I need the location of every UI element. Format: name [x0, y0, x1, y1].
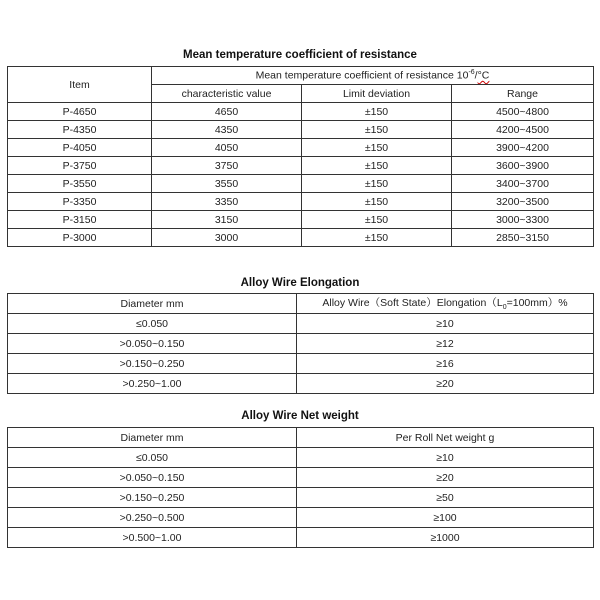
resistance-table [7, 66, 594, 247]
limit-deviation-cell: ±150 [302, 139, 452, 157]
characteristic-value-cell: 4050 [152, 139, 302, 157]
range-cell: 3000~3300 [452, 211, 594, 229]
net-weight-cell: ≥10 [297, 448, 594, 468]
characteristic-value-cell: 3150 [152, 211, 302, 229]
diameter-cell: >0.250~1.00 [8, 374, 297, 394]
item-cell: P-4050 [8, 139, 152, 157]
header-characteristic-value: characteristic value [152, 85, 302, 103]
header-limit-deviation: Limit deviation [302, 85, 452, 103]
range-cell: 3600~3900 [452, 157, 594, 175]
table-row [8, 121, 594, 139]
diameter-cell: ≤0.050 [8, 448, 297, 468]
characteristic-value-cell: 3350 [152, 193, 302, 211]
net-weight-cell: ≥20 [297, 468, 594, 488]
limit-deviation-cell: ±150 [302, 229, 452, 247]
elongation-table [7, 293, 594, 394]
table-row [8, 229, 594, 247]
table-row [8, 374, 594, 394]
range-cell: 3400~3700 [452, 175, 594, 193]
net-weight-table-title: Alloy Wire Net weight [241, 410, 359, 422]
header-coefficient: Mean temperature coefficient of resistance $10^{-6}/^\circ C$ [152, 67, 594, 85]
diameter-cell: ≤0.050 [8, 314, 297, 334]
limit-deviation-cell: ±150 [302, 157, 452, 175]
header-net-weight: Per Roll Net weight g [297, 428, 594, 448]
header-elongation: Alloy Wire（Soft $State)Elongation(L_0=100mm)\%$ [297, 294, 594, 314]
item-cell: P-4650 [8, 103, 152, 121]
net-weight-cell: ≥100 [297, 508, 594, 528]
elongation-cell: ≥10 [297, 314, 594, 334]
table-row [8, 211, 594, 229]
table-row [8, 488, 594, 508]
table-row [8, 103, 594, 121]
net-weight-cell: ≥1000 [297, 528, 594, 548]
characteristic-value-cell: 4350 [152, 121, 302, 139]
elongation-cell: ≥12 [297, 334, 594, 354]
header-range: Range [452, 85, 594, 103]
net-weight-table [7, 427, 594, 548]
table-row [8, 528, 594, 548]
table-row [8, 157, 594, 175]
diameter-cell: >0.050~0.150 [8, 468, 297, 488]
diameter-cell: >0.150~0.250 [8, 354, 297, 374]
limit-deviation-cell: ±150 [302, 175, 452, 193]
range-cell: 2850~3150 [452, 229, 594, 247]
diameter-cell: >0.500~1.00 [8, 528, 297, 548]
table-row [8, 193, 594, 211]
range-cell: 4500~4800 [452, 103, 594, 121]
table-row [8, 314, 594, 334]
elongation-cell: ≥20 [297, 374, 594, 394]
header-diameter: Diameter mm [8, 294, 297, 314]
range-cell: 3200~3500 [452, 193, 594, 211]
range-cell: 4200~4500 [452, 121, 594, 139]
limit-deviation-cell: ±150 [302, 193, 452, 211]
limit-deviation-cell: ±150 [302, 121, 452, 139]
table-row [8, 448, 594, 468]
limit-deviation-cell: ±150 [302, 211, 452, 229]
characteristic-value-cell: 4650 [152, 103, 302, 121]
header-diameter: Diameter mm [8, 428, 297, 448]
elongation-cell: ≥16 [297, 354, 594, 374]
diameter-cell: >0.150~0.250 [8, 488, 297, 508]
item-cell: P-3350 [8, 193, 152, 211]
table-row [8, 354, 594, 374]
characteristic-value-cell: 3750 [152, 157, 302, 175]
item-cell: P-3750 [8, 157, 152, 175]
table-row [8, 508, 594, 528]
item-cell: P-4350 [8, 121, 152, 139]
elongation-table-title: Alloy Wire Elongation [240, 277, 360, 289]
range-cell: 3900~4200 [452, 139, 594, 157]
table-row [8, 468, 594, 488]
diameter-cell: >0.250~0.500 [8, 508, 297, 528]
characteristic-value-cell: 3550 [152, 175, 302, 193]
item-cell: P-3550 [8, 175, 152, 193]
resistance-table-title: Mean temperature coefficient of resistance [183, 49, 417, 61]
diameter-cell: >0.050~0.150 [8, 334, 297, 354]
characteristic-value-cell: 3000 [152, 229, 302, 247]
net-weight-cell: ≥50 [297, 488, 594, 508]
item-cell: P-3150 [8, 211, 152, 229]
table-row [8, 334, 594, 354]
header-item: Item [8, 67, 152, 103]
item-cell: P-3000 [8, 229, 152, 247]
table-row [8, 175, 594, 193]
table-row [8, 139, 594, 157]
limit-deviation-cell: ±150 [302, 103, 452, 121]
